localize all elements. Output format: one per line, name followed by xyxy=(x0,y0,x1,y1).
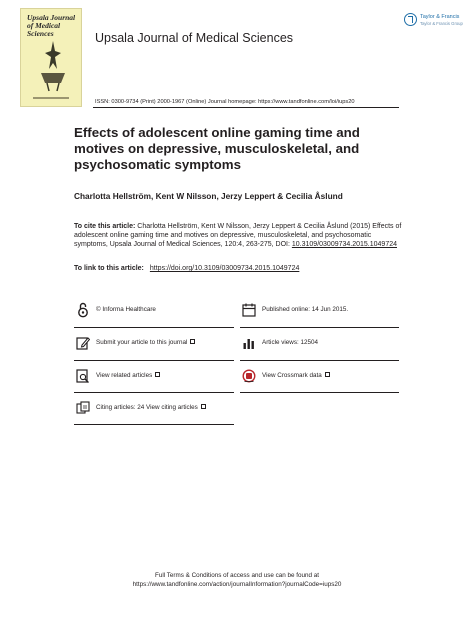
crossmark-icon xyxy=(242,368,256,384)
published-date: Published online: 14 Jun 2015. xyxy=(262,306,349,313)
article-link-line xyxy=(74,265,299,272)
citing-articles-label: Citing articles: 24 View citing articles xyxy=(96,404,198,411)
cite-doi-link[interactable]: 10.3109/03009734.2015.1049724 xyxy=(291,241,397,248)
calendar-icon xyxy=(242,302,256,318)
journal-cover-thumbnail[interactable] xyxy=(20,8,82,107)
publisher-group: Taylor & Francis Group xyxy=(420,21,463,26)
external-link-icon xyxy=(190,339,195,344)
crossmark-cell[interactable] xyxy=(240,365,400,391)
external-link-icon xyxy=(155,372,160,377)
footer-line-1: Full Terms & Conditions of access and use can be found at xyxy=(154,572,320,579)
related-articles-label: View related articles xyxy=(96,372,153,379)
submit-article-link[interactable] xyxy=(96,339,195,346)
publisher-name: Taylor & Francis xyxy=(420,14,460,20)
edit-icon xyxy=(76,335,90,351)
citing-articles-link[interactable] xyxy=(96,404,206,411)
copyright-text: © Informa Healthcare xyxy=(96,306,156,313)
journal-title[interactable]: Upsala Journal of Medical Sciences xyxy=(95,31,294,45)
info-divider xyxy=(240,360,399,361)
issn-line: ISSN: 0300-9734 (Print) 2000-1967 (Online) Journal homepage: https://www.tandfonline.com/loi/iups20 xyxy=(95,99,355,105)
info-divider xyxy=(240,392,399,393)
cover-footer-bar xyxy=(33,97,69,99)
bar-chart-icon xyxy=(242,335,256,351)
open-access-icon xyxy=(76,302,90,318)
info-divider xyxy=(74,392,234,393)
related-articles-cell[interactable] xyxy=(74,365,234,391)
crossmark-link[interactable] xyxy=(262,372,330,379)
link-label: To link to this article: xyxy=(74,265,144,272)
citation-block xyxy=(74,222,404,249)
footer-terms xyxy=(0,572,474,589)
external-link-icon xyxy=(201,404,206,409)
article-doi-link[interactable]: https://doi.org/10.3109/03009734.2015.1049724 xyxy=(149,265,300,272)
info-divider xyxy=(240,327,399,328)
publisher-logo-icon xyxy=(404,13,417,26)
view-icon xyxy=(76,368,90,384)
article-title: Effects of adolescent online gaming time and motives on depressive, musculoskeletal, and psychosomatic symptoms xyxy=(74,125,360,172)
publisher-logo[interactable] xyxy=(404,13,474,33)
submit-article-cell[interactable] xyxy=(74,332,234,358)
article-views-cell xyxy=(240,332,400,358)
citing-articles-cell[interactable] xyxy=(74,397,234,423)
footer-terms-link[interactable]: https://www.tandfonline.com/action/journalInformation?journalCode=iups20 xyxy=(132,580,342,588)
related-articles-link[interactable] xyxy=(96,372,160,379)
cite-text: Charlotta Hellström, Kent W Nilsson, Jerzy Leppert & Cecilia Åslund (2015) Effects of adolescent online gaming time and motives on depressive, musculoskeletal, and psychosomatic symptoms, Upsala Journal of Medical Sciences, 120:4, 263-275, DOI: xyxy=(74,223,402,248)
info-divider xyxy=(74,424,234,425)
crossmark-label: View Crossmark data xyxy=(262,372,322,379)
header-divider xyxy=(93,107,399,108)
info-divider xyxy=(74,360,234,361)
external-link-icon xyxy=(325,372,330,377)
info-divider xyxy=(74,327,234,328)
article-authors: Charlotta Hellström, Kent W Nilsson, Jerzy Leppert & Cecilia Åslund xyxy=(74,191,343,201)
published-cell xyxy=(240,299,400,325)
article-views: Article views: 12504 xyxy=(262,339,318,346)
cover-illustration xyxy=(31,37,75,93)
cite-label: To cite this article: xyxy=(74,223,136,230)
cover-title: Upsala Journal of Medical Sciences xyxy=(27,13,76,38)
copyright-cell xyxy=(74,299,234,325)
submit-article-label: Submit your article to this journal xyxy=(96,339,188,346)
citing-icon xyxy=(76,400,90,416)
